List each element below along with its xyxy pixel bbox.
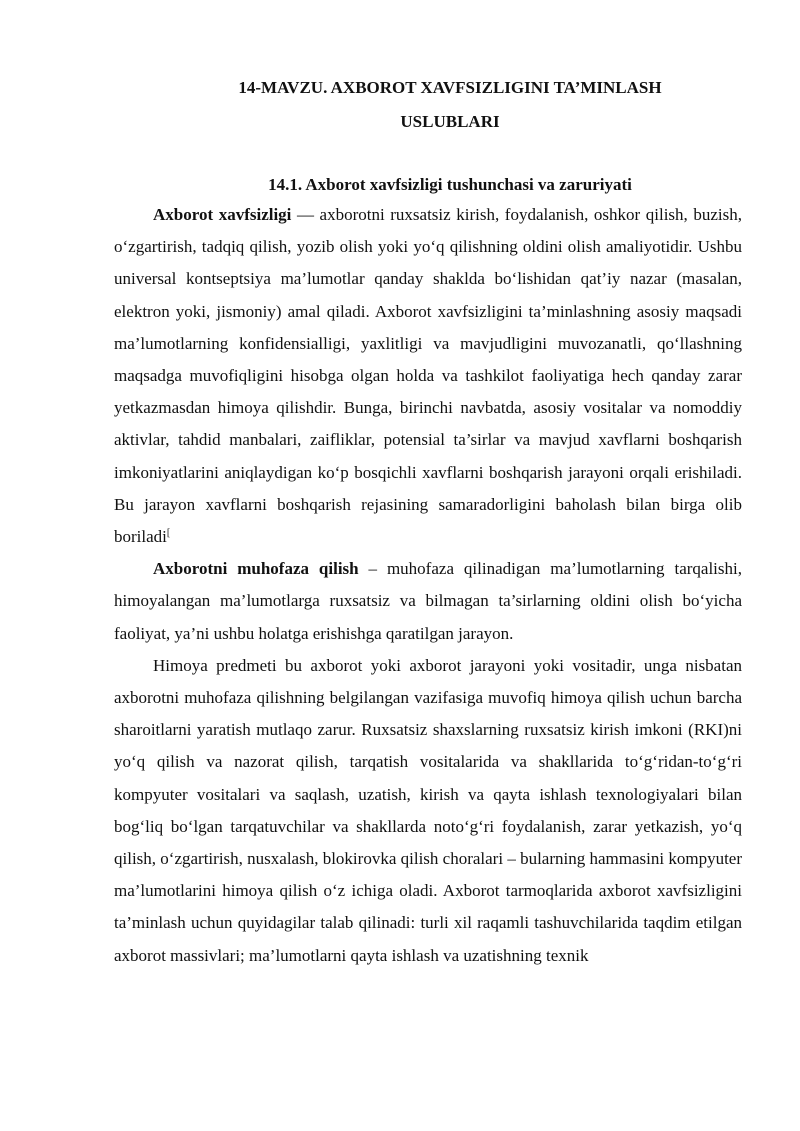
term-axborotni-muhofaza-qilish: Axborotni muhofaza qilish [153, 559, 359, 579]
paragraph-protection-subject: Himoya predmeti bu axborot yoki axborot jarayoni yoki vositadir, unga nisbatan axborotni muhofaza qilishning belgilangan vazifasiga muvofiq himoya qilish uchun barcha sharoitlarni yaratish mutlaqo zarur. Ruxsatsiz shaxslarning ruxsatsiz kirish imkoni (RKI)ni yo‘q qilish va nazorat qilish, tarqatish vositalarida va shakllarida to‘g‘ridan-to‘g‘ri kompyuter vositalari va saqlash, uzatish, kirish va qayta ishlash texnologiyalari bilan bog‘liq bo‘lgan tarqatuvchilar va shakllarda noto‘g‘ri foydalanish, zarar yetkazish, yo‘q qilish, o‘zgartirish, nusxalash, blokirovka qilish choralari – bularning hammasini kompyuter ma’lumotlarini himoya qilish o‘z ichiga oladi. Axborot tarmoqlarida axborot xavfsizligini ta’minlash uchun quyidagilar talab qilinadi: turli xil raqamli tashuvchilarida taqdim etilgan axborot massivlari; ma’lumotlarni qayta ishlash va uzatishning texnik [114, 655, 742, 965]
term-axborot-xavfsizligi: Axborot xavfsizligi [153, 205, 292, 224]
paragraph-definition-protection [114, 553, 742, 650]
paragraph-text: – muhofaza qilinadigan ma’lumotlarning tarqalishi, himoyalangan ma’lumotlarga ruxsatsiz va bilmagan ta’sirlarning oldini olish bo‘yicha faoliyat, ya’ni ushbu holatga erishishga qaratilgan jarayon. [114, 559, 742, 643]
chapter-title-line-2: USLUBLARI [400, 112, 500, 131]
paragraph-definition-security [114, 199, 742, 553]
section-title: 14.1. Axborot xavfsizligi tushunchasi va zaruriyati [268, 175, 632, 194]
chapter-title-line-1: 14-MAVZU. AXBOROT XAVFSIZLIGINI TA’MINLASH [238, 78, 662, 97]
paragraph-text: — axborotni ruxsatsiz kirish, foydalanish, oshkor qilish, buzish, o‘zgartirish, tadqiq qilish, yozib olish yoki yo‘q qilishning oldini olish amaliyotidir. Ushbu universal kontseptsiya ma’lumotlar qanday shaklda bo‘lishidan qat’iy nazar (masalan, elektron yoki, jismoniy) amal qiladi. Axborot xavfsizligini ta’minlashning asosiy maqsadi ma’lumotlarning konfidensialligi, yaxlitligi va mavjudligini muvozanatli, qo‘llashning maqsadga muvofiqligini hisobga olgan holda va tashkilot faoliyatiga hech qanday zarar yetkazmasdan himoya qilishdir. Bunga, birinchi navbatda, asosiy vositalar va nomoddiy aktivlar, tahdid manbalari, zaifliklar, potensial ta’sirlar va mavjud xavflarni boshqarish imkoniyatlarini aniqlaydigan ko‘p bosqichli xavflarni boshqarish jarayoni orqali erishiladi. Bu jarayon xavflarni boshqarish rejasining samaradorligini baholash bilan birga olib boriladi [114, 205, 742, 547]
body-text [114, 199, 742, 972]
footnote-marker[interactable]: [ [166, 527, 171, 539]
